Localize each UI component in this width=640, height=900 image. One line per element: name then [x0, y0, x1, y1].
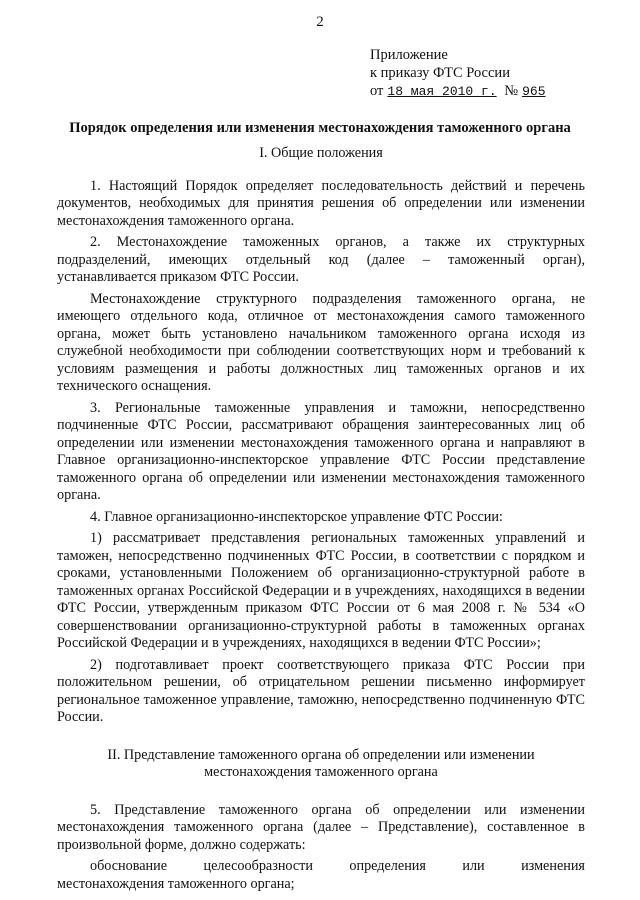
appendix-block [370, 46, 550, 101]
paragraph-4-item-2: 2) подготавливает проект соответствующего приказа ФТС России при положительном решении, об отрицательном решении письменно информирует региональное таможенное управление, таможню, непосредственно подчиненную ФТС России. [57, 656, 585, 725]
appendix-line1: Приложение [370, 47, 448, 63]
page-number: 2 [316, 14, 324, 30]
word: обоснование [90, 858, 168, 874]
word: определения [349, 858, 426, 874]
appendix-date-line [370, 82, 550, 101]
paragraph-4: 4. Главное организационно-инспекторское управление ФТС России: [90, 508, 503, 525]
word: изменения [521, 858, 585, 874]
paragraph-2-note: Местонахождение структурного подразделения таможенного органа, не имеющего отдельного кода, отличное от местонахождения самого таможенного органа, может быть установлено начальником таможенного органа исходя из служебной необходимости при соблюдении соответствующих норм и требований к условиям размещения и работы должностных лиц таможенных органов и их технического оснащения. [57, 290, 585, 394]
paragraph-2: 2. Местонахождение таможенных органов, а также их структурных подразделений, имеющих отдельный код (далее – таможенный орган), устанавливается приказом ФТС России. [57, 234, 585, 285]
section-2-heading [57, 747, 585, 782]
word: целесообразности [203, 858, 313, 874]
section-1-heading: I. Общие положения [259, 145, 383, 161]
document-body [57, 145, 585, 897]
number-sign: № [504, 83, 519, 99]
paragraph-4-item-1: 1) рассматривает представления региональных таможенных управлений и таможен, непосредственно подчиненных ФТС России, в соответствии с порядком и сроками, установленными Положением об организационно-структурной работе в таможенных органах Российской Федерации и в учреждениях, находящихся в ведении ФТС России, утвержденным приказом ФТС России от 6 мая 2008 г. № 534 «О совершенствовании организационно-структурной работы в таможенных органах Российской Федерации и в учреждениях, находящихся в ведении ФТС России»; [57, 530, 585, 651]
section-2-heading-line2: местонахождения таможенного органа [204, 764, 438, 780]
paragraph-3: 3. Региональные таможенные управления и таможни, непосредственно подчиненные ФТС России, рассматривают обращения заинтересованных лиц об определении или изменении местонахождения таможенного органа и направляют в Главное организационно-инспекторское управление ФТС России представление таможенного органа об определении или изменении местонахождения таможенного органа. [57, 399, 585, 503]
order-number: 965 [522, 84, 546, 99]
word: или [462, 858, 485, 874]
order-date: 18 мая 2010 г. [387, 84, 497, 99]
paragraph-1: 1. Настоящий Порядок определяет последовательность действий и перечень документов, необходимых для принятия решения об определении или изменении местонахождения таможенного органа. [57, 177, 585, 229]
paragraph-5-item-line2: местонахождения таможенного органа; [57, 875, 295, 892]
date-prefix: от [370, 83, 384, 99]
appendix-line2: к приказу ФТС России [370, 65, 510, 81]
paragraph-5-item-line [57, 858, 585, 876]
document-title: Порядок определения или изменения местонахождения таможенного органа [69, 120, 571, 136]
paragraph-5: 5. Представление таможенного органа об определении или изменении местонахождения таможенного органа (далее – Представление), составленное в произвольной форме, должно содержать: [57, 801, 585, 853]
section-2-heading-line1: II. Представление таможенного органа об определении или изменении [107, 746, 535, 763]
